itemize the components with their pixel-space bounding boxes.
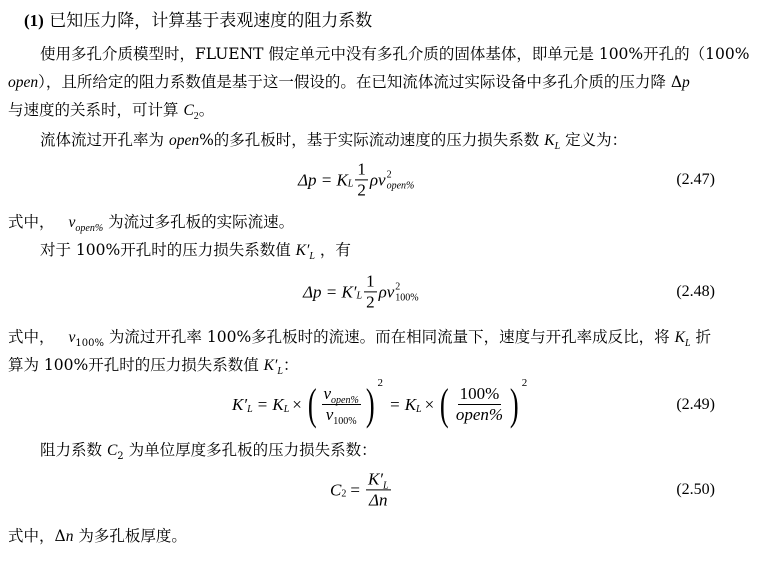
eq49-n1: v — [323, 384, 332, 404]
para3 — [40, 238, 351, 260]
para2-c: 定义为： — [560, 131, 628, 149]
eq47-half-den: 2 — [357, 180, 366, 200]
where1-v: v — [68, 214, 76, 231]
where2b-sub: L — [277, 366, 283, 377]
para3-sub: L — [309, 251, 315, 262]
eq48-half — [364, 272, 377, 311]
eq49-pow2: 2 — [521, 377, 528, 389]
where2-v: v — [68, 329, 76, 346]
eq49-eq2: = K — [388, 395, 417, 414]
para4-sub: 2 — [117, 451, 124, 462]
where2-vsub: 100% — [75, 338, 104, 349]
where-line-1 — [8, 210, 294, 232]
eq49-eq: = K — [256, 395, 284, 414]
where1-b: 为流过多孔板的实际流速。 — [103, 213, 295, 231]
section-heading — [24, 6, 372, 31]
heading-number: (1) — [24, 11, 44, 30]
eq49-frac2 — [454, 385, 505, 424]
para1-line2-text: ），且所给定的阻力系数值是基于这一假设的。在已知流体流过实际设备中多孔介质的压力降 Δ — [38, 73, 683, 91]
eq47-sub: L — [347, 178, 354, 190]
open-word: open — [8, 74, 39, 91]
para2-open: open — [168, 132, 200, 149]
eq47-scripts — [387, 169, 415, 191]
eq49-frac1-num — [322, 385, 361, 405]
para4-C: C — [106, 442, 118, 459]
where-line-2 — [8, 325, 711, 347]
where2b-b: ： — [282, 356, 299, 374]
eq49-frac1-den — [324, 405, 359, 428]
final-line — [8, 524, 187, 546]
eq50-eq: = — [350, 479, 360, 499]
where1-a: 式中， — [8, 213, 55, 231]
eq50-number: (2.50) — [676, 481, 715, 498]
para1-line3-end: 。 — [198, 101, 215, 119]
final-b: 为多孔板厚度。 — [73, 527, 187, 545]
where-line-2b — [8, 353, 298, 375]
eq50-num — [366, 470, 391, 490]
eq50-d: Δn — [369, 490, 388, 510]
eq48-sub: L — [356, 290, 363, 302]
para3-K: K′ — [295, 242, 310, 259]
eq49-n1-sub: open% — [331, 395, 359, 407]
where1-vsub: open% — [75, 223, 104, 234]
eq49-k2-sub: L — [416, 403, 422, 415]
para4-b: 为单位厚度多孔板的压力损失系数： — [123, 441, 377, 459]
final-a: 式中，Δ — [8, 527, 66, 545]
eq48-number: (2.48) — [676, 283, 715, 300]
para2-L: L — [554, 141, 561, 152]
para2-a: 流体流过开孔率为 — [40, 131, 169, 149]
eq49-lhs: K′ — [232, 395, 248, 414]
c2-symbol: C — [183, 102, 194, 119]
eq49-d2: open% — [455, 405, 504, 425]
eq50-lhs: C — [330, 479, 342, 499]
para2-b: %的多孔板时，基于实际流动速度的压力损失系数 — [199, 131, 545, 149]
eq50-n-sub: L — [383, 480, 389, 492]
where2-K: K — [674, 329, 685, 346]
eq49-times: × — [292, 395, 302, 414]
eq47-half-num: 1 — [357, 159, 366, 179]
para1-line2 — [8, 70, 690, 92]
para3-b: ，有 — [314, 241, 351, 259]
eq49-frac1 — [322, 384, 361, 428]
eq49-lhs-sub: L — [247, 403, 253, 415]
para2 — [40, 128, 627, 150]
eq50-n: K′ — [367, 469, 383, 489]
eq48-lhs: Δp = K′ — [303, 281, 357, 301]
eq49-lparen: ( — [307, 380, 317, 429]
eq48-half-num: 1 — [366, 271, 375, 291]
where2-a: 式中， — [8, 328, 55, 346]
eq48-sup: 2 — [395, 280, 401, 292]
para2-K: K — [544, 132, 555, 149]
eq50-frac — [366, 470, 391, 509]
where2b-a: 算为 100%开孔时的压力损失系数值 — [8, 356, 264, 374]
eq49-pow1: 2 — [377, 377, 383, 389]
eq49-lparen2: ( — [440, 380, 449, 429]
para3-a: 对于 100%开孔时的压力损失系数值 — [40, 241, 296, 259]
where2b-K: K′ — [263, 357, 278, 374]
eq47-rho: ρv — [369, 169, 386, 189]
eq47-number: (2.47) — [676, 171, 715, 188]
para1-line3-text: 与速度的关系时，可计算 — [8, 101, 184, 119]
eq48-half-den: 2 — [366, 292, 375, 312]
where2-Ksub: L — [684, 338, 691, 349]
eq48-vsub: 100% — [395, 291, 419, 303]
para4-a: 阻力系数 — [40, 441, 107, 459]
para4 — [40, 438, 377, 460]
eq49-d1: v — [325, 405, 334, 425]
p-symbol: p — [682, 74, 690, 91]
para1-line1: 使用多孔介质模型时，FLUENT 假定单元中没有多孔介质的固体基体，即单元是 100%开孔的（100% — [40, 45, 750, 63]
eq47-vsub: open% — [386, 179, 415, 191]
eq47-half — [355, 160, 368, 199]
where2-c: 折 — [690, 328, 711, 346]
eq49-n2: 100% — [459, 384, 500, 404]
where2-b: 为流过开孔率 100%多孔板时的流速。而在相同流量下，速度与开孔率成反比，将 — [104, 328, 675, 346]
eq49-k-sub: L — [283, 403, 290, 415]
heading-text: 已知压力降，计算基于表观速度的阻力系数 — [49, 11, 373, 31]
final-n: n — [65, 528, 74, 545]
eq47-lhs: Δp = K — [298, 169, 348, 189]
eq49-rparen2: ) — [510, 380, 519, 429]
eq49-d1-sub: 100% — [333, 416, 357, 428]
para1-line3 — [8, 98, 214, 120]
eq47-sup: 2 — [386, 168, 392, 180]
eq49-number: (2.49) — [676, 396, 715, 413]
c2-subscript: 2 — [193, 111, 199, 122]
eq48-rho: ρv — [378, 281, 395, 301]
eq49-times2: × — [424, 395, 435, 414]
eq49-rparen: ) — [365, 380, 375, 429]
eq48-scripts — [395, 281, 418, 303]
eq50-lhs-sub: 2 — [341, 488, 347, 500]
